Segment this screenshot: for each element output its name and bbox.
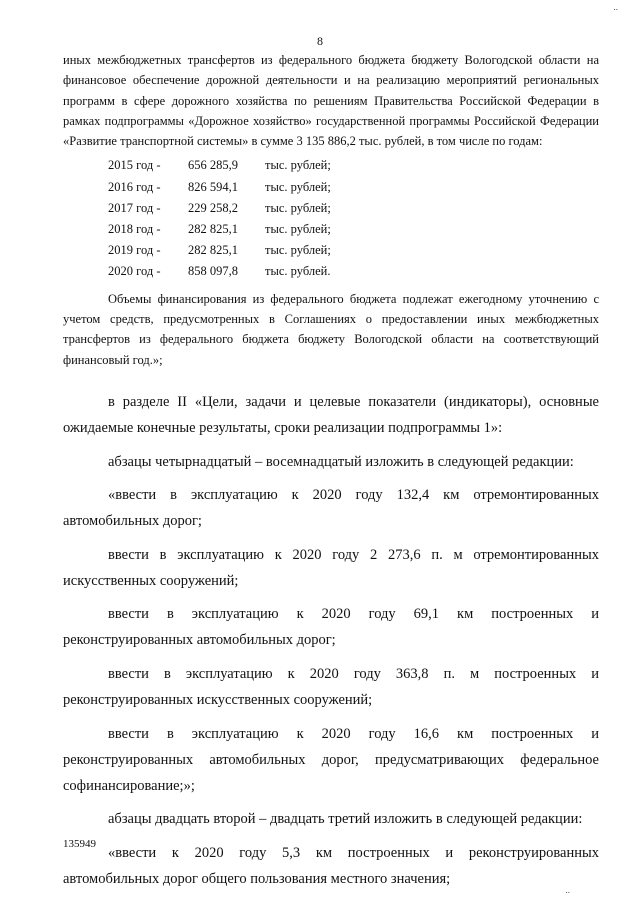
year-label: 2017 год - (108, 200, 161, 215)
year-label: 2015 год - (108, 158, 161, 173)
year-amount: 229 258,2 (188, 200, 238, 215)
year-label: 2018 год - (108, 222, 161, 237)
body-paragraph: «ввести к 2020 году 5,3 км построенных и реконструированных автомобильных дорог общего пользования местного значения; (63, 844, 599, 887)
body-paragraph: абзацы четырнадцатый – восемнадцатый изложить в следующей редакции: (108, 453, 574, 470)
page-number: 8 (317, 34, 323, 48)
years-list (108, 155, 599, 282)
year-row (108, 177, 599, 198)
body-paragraph: абзацы двадцать второй – двадцать третий изложить в следующей редакции: (108, 811, 583, 828)
bottom-mark: .. (565, 885, 570, 895)
year-row (108, 219, 599, 240)
year-amount: 282 825,1 (188, 243, 238, 258)
body-paragraph: ввести в эксплуатацию к 2020 году 16,6 км построенных и реконструированных автомобильных дорог, предусматривающих федеральное софинансирование;»; (63, 725, 599, 794)
body-paragraph: «ввести в эксплуатацию к 2020 году 132,4 км отремонтированных автомобильных дорог; (63, 487, 599, 530)
year-row (108, 261, 599, 282)
year-row (108, 155, 599, 176)
year-unit: тыс. рублей; (265, 222, 331, 237)
year-unit: тыс. рублей; (265, 243, 331, 258)
year-amount: 858 097,8 (188, 264, 238, 279)
body-paragraph: ввести в эксплуатацию к 2020 году 2 273,6 п. м отремонтированных искусственных сооружений; (63, 546, 599, 589)
year-label: 2019 год - (108, 243, 161, 258)
body-paragraph: ввести в эксплуатацию к 2020 году 363,8 п. м построенных и реконструированных искусственных сооружений; (63, 665, 599, 708)
year-row (108, 198, 599, 219)
year-label: 2016 год - (108, 179, 161, 194)
body-paragraph: в разделе II «Цели, задачи и целевые показатели (индикаторы), основные ожидаемые конечные результаты, сроки реализации подпрограммы 1»: (63, 394, 599, 436)
year-amount: 656 285,9 (188, 158, 238, 173)
funding-section (63, 50, 599, 370)
document-code: 135949 (63, 838, 96, 850)
amendments-section (63, 389, 599, 899)
year-unit: тыс. рублей. (265, 264, 331, 279)
year-row (108, 240, 599, 261)
year-amount: 826 594,1 (188, 179, 238, 194)
year-unit: тыс. рублей; (265, 179, 331, 194)
body-paragraph: ввести в эксплуатацию к 2020 году 69,1 км построенных и реконструированных автомобильных дорог; (63, 606, 599, 649)
corner-mark: .. (613, 2, 618, 12)
year-unit: тыс. рублей; (265, 158, 331, 173)
year-label: 2020 год - (108, 264, 161, 279)
year-amount: 282 825,1 (188, 222, 238, 237)
year-unit: тыс. рублей; (265, 200, 331, 215)
top-paragraph: иных межбюджетных трансфертов из федерального бюджета бюджету Вологодской области на финансовое обеспечение дорожной деятельности и на реализацию мероприятий региональных программ в сфере дорожного хозяйства по решениям Правительства Российской Федерации в рамках подпрограммы «Дорожное хозяйство» государственной программы Российской Федерации «Развитие транспортной системы» в сумме 3 135 886,2 тыс. рублей, в том числе по годам: (63, 53, 599, 149)
funding-paragraph: Объемы финансирования из федерального бюджета подлежат ежегодному уточнению с учетом средств, предусмотренных в Соглашениях о предоставлении иных межбюджетных трансфертов из федерального бюджета бюджету Вологодской области на соответствующий финансовый год.»; (63, 291, 599, 367)
